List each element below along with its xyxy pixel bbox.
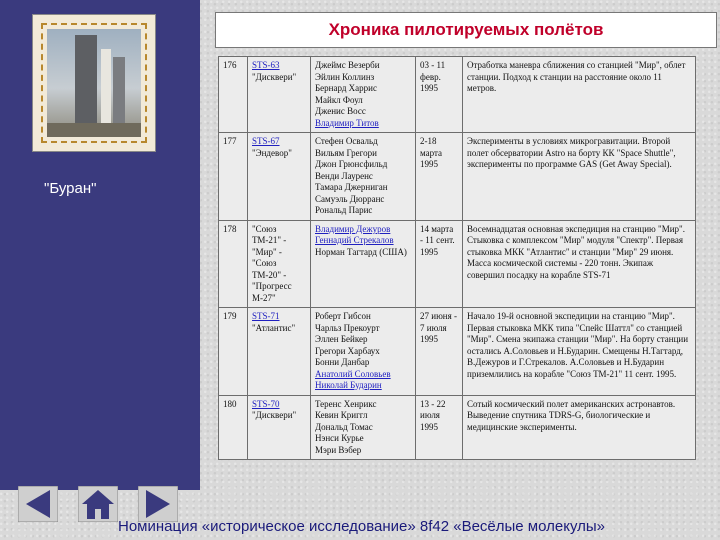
crew-text: Чарльз Прекоурт [315, 322, 380, 333]
flight-number: 179 [219, 308, 248, 396]
crew-text: Вильям Грегори [315, 147, 377, 158]
sidebar [0, 0, 200, 490]
table-row [219, 133, 696, 221]
crew-link[interactable]: Анатолий Соловьев [315, 368, 391, 379]
back-arrow-icon [18, 486, 58, 522]
back-button[interactable] [18, 486, 58, 522]
crew-text: Стефен Освальд [315, 136, 378, 146]
flight-number: 180 [219, 395, 248, 460]
flight-date: 14 марта - 11 сент. 1995 [416, 220, 463, 308]
flight-number: 178 [219, 220, 248, 308]
forward-arrow-icon [138, 486, 178, 522]
flights-table [218, 56, 696, 460]
flight-number: 177 [219, 133, 248, 221]
mission-cell [248, 220, 311, 308]
mission-link[interactable]: STS-71 [252, 311, 280, 321]
home-icon [78, 486, 118, 522]
flight-notes: Сотый космический полет американских астронавтов. Выведение спутника TDRS-G, биологические и медицинские эксперименты. [463, 395, 696, 460]
mission-text: "Союз ТМ-21" - "Мир" - "Союз ТМ-20" - "Прогресс М-27" [252, 223, 292, 303]
crew-text: Джеймс Везерби [315, 60, 380, 70]
crew-text: Венди Лауренс [315, 170, 373, 181]
forward-button[interactable] [138, 486, 178, 522]
crew-text: Тамара Джерниган [315, 182, 388, 192]
flight-notes: Отработка маневра сближения со станцией "Мир", облет станции. Подход к станции на расстояние около 11 метров. [463, 57, 696, 133]
crew-text: Теренс Хенрикс [315, 398, 377, 409]
mission-link[interactable]: STS-63 [252, 60, 280, 70]
crew-text: Бернард Харрис [315, 83, 377, 93]
table-row [219, 308, 696, 396]
page-title: Хроника пилотируемых полётов [215, 12, 717, 48]
buran-photo-frame [32, 14, 156, 152]
crew-text: Дональд Томас [315, 421, 373, 432]
crew-text: Бонни Данбар [315, 357, 370, 367]
mission-text: "Дисквери" [252, 71, 297, 82]
crew-cell [311, 220, 416, 308]
home-button[interactable] [78, 486, 118, 522]
mission-text: "Атлантис" [252, 322, 296, 333]
mission-cell [248, 395, 311, 460]
crew-text: Джон Грюнсфильд [315, 159, 388, 169]
flights-table-container [218, 56, 696, 504]
mission-text: "Эндевор" [252, 147, 292, 158]
crew-cell [311, 308, 416, 396]
flight-date: 13 - 22 июля 1995 [416, 395, 463, 460]
buran-launch-photo [47, 29, 141, 137]
mission-cell [248, 57, 311, 133]
crew-text: Грегори Харбаух [315, 345, 380, 356]
crew-link[interactable]: Владимир Титов [315, 117, 379, 128]
mission-text: "Дисквери" [252, 410, 297, 420]
crew-text: Майкл Фоул [315, 94, 363, 105]
crew-cell [311, 133, 416, 221]
flight-notes: Начало 19-й основной экспедиции на станцию "Мир". Первая стыковка МКК типа "Спейс Шаттл" со станцией "Мир". Смена экипажа станции "Мир". На борту станции остались А.Соловьев и Н.Бударин. Смещены Н.Тагтард, В.Дежуров и Г.Стрекалов. А.Соловьев и Н.Бударин приземлились на корабле "Союз ТМ-21" 11 сент. 1995. [463, 308, 696, 396]
table-row [219, 395, 696, 460]
crew-text: Норман Тагтард (США) [315, 246, 407, 257]
crew-text: Самуэль Дюрранс [315, 193, 385, 204]
table-row [219, 57, 696, 133]
crew-link[interactable]: Владимир Дежуров [315, 223, 391, 234]
crew-text: Эйлин Коллинз [315, 71, 375, 82]
crew-cell [311, 395, 416, 460]
crew-text: Кевин Криггл [315, 410, 368, 420]
crew-text: Эллен Бейкер [315, 334, 368, 344]
crew-text: Нэнси Курье [315, 433, 364, 443]
crew-text: Рональд Парис [315, 205, 373, 215]
crew-link[interactable]: Николай Бударин [315, 380, 382, 390]
flight-notes: Восемнадцатая основная экспедиция на станцию "Мир". Стыковка с комплексом "Мир" модуля "Спектр". Первая стыковка МКК "Атлантис" и станции "Мир" 29 июня. Масса космической системы - 220 тонн. Экипаж совершил посадку на корабле STS-71 [463, 220, 696, 308]
flight-number: 176 [219, 57, 248, 133]
table-row [219, 220, 696, 308]
footer-nomination: Номинация «историческое исследование» 8f42 «Весёлые молекулы» [118, 518, 606, 535]
flight-date: 03 - 11 февр. 1995 [416, 57, 463, 133]
crew-cell [311, 57, 416, 133]
flight-date: 27 июня - 7 июля 1995 [416, 308, 463, 396]
mission-link[interactable]: STS-67 [252, 136, 280, 146]
mission-cell [248, 133, 311, 221]
crew-link[interactable]: Геннадий Стрекалов [315, 235, 394, 245]
mission-link[interactable]: STS-70 [252, 398, 280, 409]
mission-cell [248, 308, 311, 396]
crew-text: Мэри Вэбер [315, 444, 362, 455]
crew-text: Роберт Гибсон [315, 311, 371, 321]
crew-text: Дженис Восс [315, 106, 366, 116]
flight-date: 2-18 марта 1995 [416, 133, 463, 221]
flight-notes: Эксперименты в условиях микрогравитации. Второй полет обсерватории Astro на борту КК "Space Shuttle", эксперименты по программе GAS (Get Away Special). [463, 133, 696, 221]
sidebar-caption: "Буран" [44, 180, 97, 197]
